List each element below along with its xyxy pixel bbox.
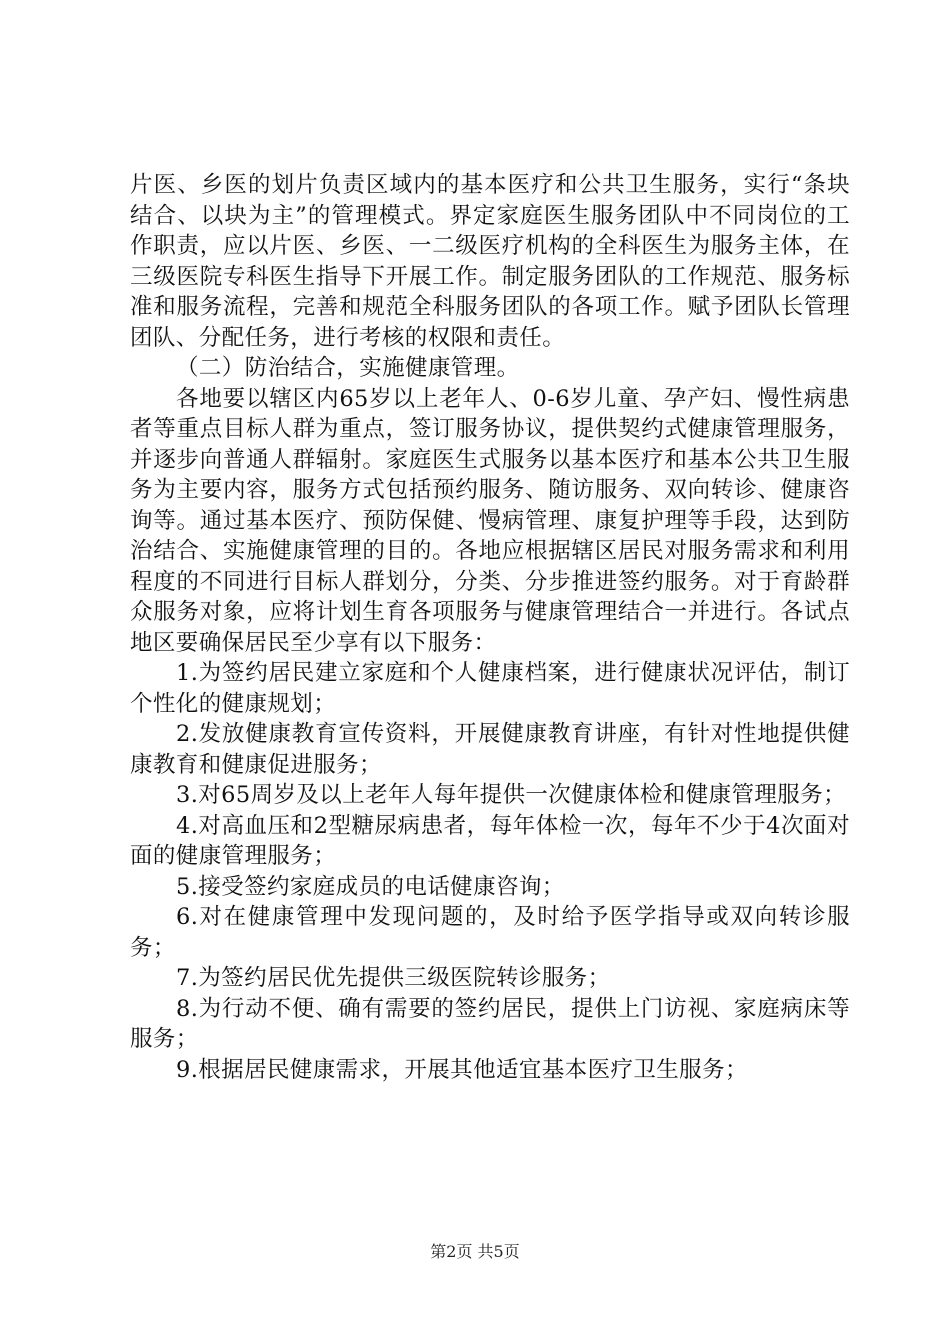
- list-item-2: 2.发放健康教育宣传资料，开展健康教育讲座，有针对性地提供健康教育和健康促进服务；: [130, 721, 850, 778]
- list-item-8: 8.为行动不便、确有需要的签约居民，提供上门访视、家庭病床等服务；: [130, 995, 850, 1052]
- page-number-footer: 第2页 共5页: [430, 1242, 520, 1261]
- list-item-4: 4.对高血压和2型糖尿病患者，每年体检一次，每年不少于4次面对面的健康管理服务；: [130, 812, 850, 869]
- list-item-3: 3.对65周岁及以上老年人每年提供一次健康体检和健康管理服务；: [176, 782, 846, 808]
- list-item-5: 5.接受签约家庭成员的电话健康咨询；: [176, 873, 565, 900]
- list-item-9: 9.根据居民健康需求，开展其他适宜基本医疗卫生服务；: [176, 1056, 748, 1083]
- list-item-6: 6.对在健康管理中发现问题的，及时给予医学指导或双向转诊服务；: [130, 904, 850, 961]
- list-item-7: 7.为签约居民优先提供三级医院转诊服务；: [176, 965, 611, 991]
- paragraph-continuation: 片医、乡医的划片负责区域内的基本医疗和公共卫生服务，实行“条块结合、以块为主”的管理模式。界定家庭医生服务团队中不同岗位的工作职责，应以片医、乡医、一二级医疗机构的全科医生为服务主体，在三级医院专科医生指导下开展工作。制定服务团队的工作规范、服务标准和服务流程，完善和规范全科服务团队的各项工作。赋予团队长管理团队、分配任务，进行考核的权限和责任。: [130, 172, 850, 351]
- paragraph-intro: 各地要以辖区内65岁以上老年人、0-6岁儿童、孕产妇、慢性病患者等重点目标人群为重点，签订服务协议，提供契约式健康管理服务，并逐步向普通人群辐射。家庭医生式服务以基本医疗和基本公共卫生服务为主要内容，服务方式包括预约服务、随访服务、双向转诊、健康咨询等。通过基本医疗、预防保健、慢病管理、康复护理等手段，达到防治结合、实施健康管理的目的。各地应根据辖区居民对服务需求和利用程度的不同进行目标人群划分，分类、分步推进签约服务。对于育龄群众服务对象，应将计划生育各项服务与健康管理结合一并进行。各试点地区要确保居民至少享有以下服务：: [130, 385, 850, 656]
- document-body: [130, 170, 850, 1085]
- section-heading: （二）防治结合，实施健康管理。: [176, 355, 520, 381]
- list-item-1: 1.为签约居民建立家庭和个人健康档案，进行健康状况评估，制订个性化的健康规划；: [130, 660, 850, 717]
